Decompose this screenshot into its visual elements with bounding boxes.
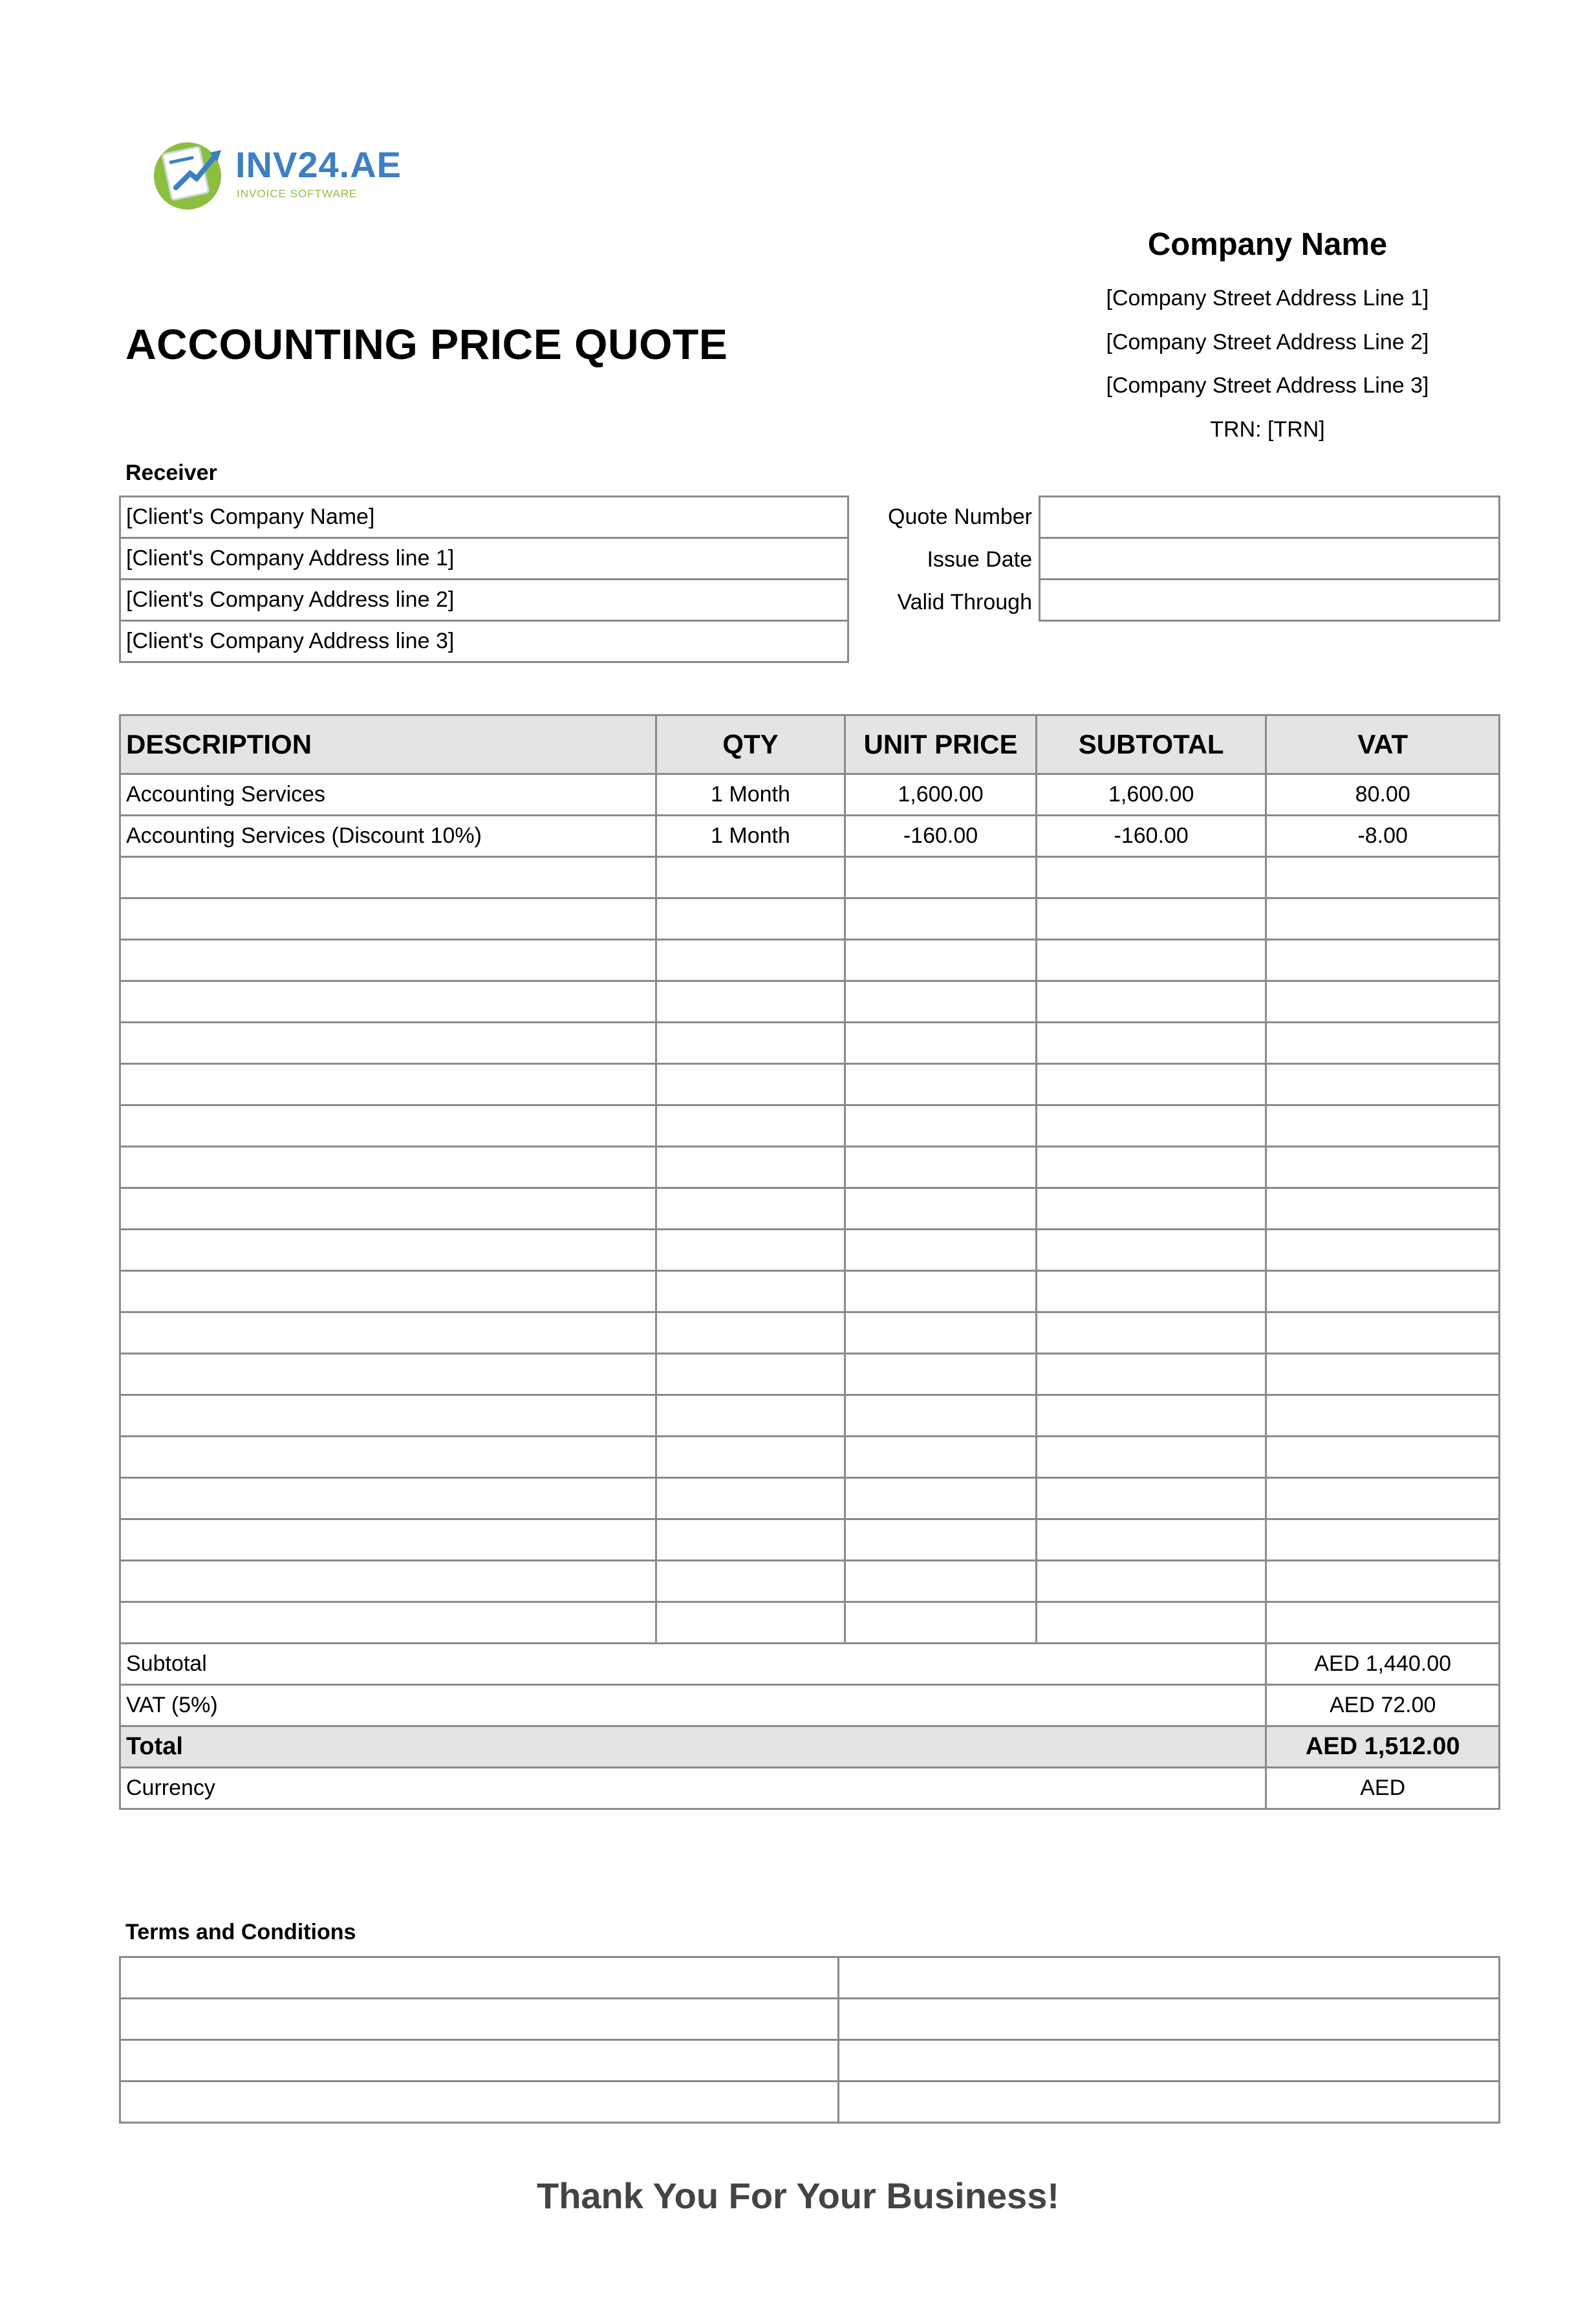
table-row-empty [120,1105,1500,1147]
terms-cell[interactable] [839,2040,1500,2081]
item-qty[interactable] [656,1105,845,1147]
table-row-empty [120,940,1500,981]
item-vat[interactable] [1266,1602,1500,1644]
company-name: Company Name [1147,227,1388,262]
item-subtotal[interactable] [1036,1395,1266,1437]
item-subtotal[interactable] [1036,1602,1266,1644]
item-unit-price[interactable] [845,1437,1037,1478]
item-description[interactable] [120,1188,656,1230]
item-vat[interactable] [1266,1188,1500,1230]
terms-row [120,1957,1500,1999]
item-qty[interactable] [656,1271,845,1312]
item-subtotal[interactable] [1036,1188,1266,1230]
item-subtotal[interactable]: 1,600.00 [1036,774,1266,816]
item-qty[interactable] [656,1395,845,1437]
item-vat[interactable] [1266,981,1500,1023]
table-row-empty [120,857,1500,898]
quote-number-field[interactable] [1040,497,1500,538]
receiver-address-line-2[interactable]: [Client's Company Address line 2] [120,580,848,621]
table-row-empty [120,1354,1500,1395]
item-qty[interactable] [656,898,845,940]
item-vat[interactable] [1266,857,1500,898]
item-vat[interactable] [1266,1478,1500,1519]
item-unit-price[interactable] [845,1519,1037,1561]
item-unit-price[interactable] [845,1478,1037,1519]
item-subtotal[interactable] [1036,1519,1266,1561]
item-subtotal[interactable] [1036,1354,1266,1395]
item-vat[interactable] [1266,1105,1500,1147]
table-row-empty [120,1023,1500,1064]
table-row-empty [120,1561,1500,1602]
total-label: Total [120,1726,1266,1768]
currency-label: Currency [120,1768,1266,1809]
item-qty[interactable] [656,1354,845,1395]
item-qty[interactable] [656,857,845,898]
item-unit-price[interactable] [845,1395,1037,1437]
item-unit-price[interactable] [845,1602,1037,1644]
subtotal-label: Subtotal [120,1644,1266,1685]
terms-cell[interactable] [839,1999,1500,2040]
table-row-empty [120,1188,1500,1230]
item-qty[interactable]: 1 Month [656,774,845,816]
item-description[interactable] [120,1230,656,1271]
table-row-empty [120,898,1500,940]
item-description[interactable]: Accounting Services [120,774,656,816]
item-unit-price[interactable] [845,1230,1037,1271]
terms-cell[interactable] [120,1999,839,2040]
item-description[interactable] [120,898,656,940]
header-unit-price: UNIT PRICE [845,715,1037,774]
item-vat[interactable] [1266,1064,1500,1105]
item-description[interactable] [120,1602,656,1644]
item-unit-price[interactable] [845,1105,1037,1147]
item-subtotal[interactable] [1036,1105,1266,1147]
item-qty[interactable] [656,1064,845,1105]
item-unit-price[interactable] [845,1023,1037,1064]
receiver-table [119,495,849,663]
total-value: AED 1,512.00 [1266,1726,1500,1768]
table-row-empty [120,1519,1500,1561]
item-vat[interactable] [1266,1354,1500,1395]
terms-table [119,1956,1500,2124]
subtotal-row [120,1644,1500,1685]
item-subtotal[interactable] [1036,1230,1266,1271]
item-qty[interactable] [656,981,845,1023]
terms-cell[interactable] [839,2081,1500,2123]
issue-date-label: Issue Date [927,547,1032,572]
table-row-empty [120,1478,1500,1519]
item-unit-price[interactable] [845,1271,1037,1312]
item-vat[interactable]: -8.00 [1266,816,1500,857]
item-subtotal[interactable] [1036,1437,1266,1478]
item-unit-price[interactable] [845,1064,1037,1105]
company-address-line-1: [Company Street Address Line 1] [1106,286,1429,310]
vat-value: AED 72.00 [1266,1685,1500,1726]
valid-through-field[interactable] [1040,580,1500,621]
item-vat[interactable] [1266,1395,1500,1437]
items-table [119,714,1500,1810]
item-unit-price[interactable] [845,857,1037,898]
table-row-empty [120,1064,1500,1105]
item-description[interactable] [120,1519,656,1561]
table-row [120,816,1500,857]
terms-label: Terms and Conditions [125,1920,356,1944]
item-vat[interactable] [1266,1230,1500,1271]
item-subtotal[interactable] [1036,1064,1266,1105]
item-qty[interactable] [656,1147,845,1188]
item-unit-price[interactable] [845,1188,1037,1230]
item-vat[interactable] [1266,1519,1500,1561]
terms-row [120,2081,1500,2123]
item-description[interactable] [120,1478,656,1519]
item-description[interactable] [120,1147,656,1188]
item-description[interactable] [120,1023,656,1064]
quote-number-label: Quote Number [888,505,1032,529]
item-unit-price[interactable]: -160.00 [845,816,1037,857]
item-vat[interactable] [1266,1561,1500,1602]
item-unit-price[interactable] [845,1147,1037,1188]
item-subtotal[interactable] [1036,1271,1266,1312]
receiver-label: Receiver [125,461,217,485]
item-subtotal[interactable] [1036,1561,1266,1602]
item-description[interactable] [120,1561,656,1602]
header-qty: QTY [656,715,845,774]
item-qty[interactable] [656,1312,845,1354]
item-subtotal[interactable] [1036,981,1266,1023]
item-qty[interactable] [656,1188,845,1230]
terms-cell[interactable] [120,2081,839,2123]
header-subtotal: SUBTOTAL [1036,715,1266,774]
item-subtotal[interactable]: -160.00 [1036,816,1266,857]
item-unit-price[interactable] [845,940,1037,981]
item-description[interactable] [120,1354,656,1395]
header-vat: VAT [1266,715,1500,774]
company-trn: TRN: [TRN] [1210,417,1325,442]
quote-info-table [1039,495,1500,622]
table-row-empty [120,1437,1500,1478]
document-title: ACCOUNTING PRICE QUOTE [125,320,728,368]
item-subtotal[interactable] [1036,898,1266,940]
item-unit-price[interactable] [845,1354,1037,1395]
item-subtotal[interactable] [1036,1478,1266,1519]
item-unit-price[interactable] [845,981,1037,1023]
table-row-empty [120,1602,1500,1644]
subtotal-value: AED 1,440.00 [1266,1644,1500,1685]
item-description[interactable] [120,981,656,1023]
item-qty[interactable] [656,1230,845,1271]
item-subtotal[interactable] [1036,940,1266,981]
table-row-empty [120,1147,1500,1188]
terms-row [120,2040,1500,2081]
item-qty[interactable] [656,1519,845,1561]
item-description[interactable] [120,1064,656,1105]
receiver-address-line-1[interactable]: [Client's Company Address line 1] [120,538,848,580]
vat-row [120,1685,1500,1726]
item-description[interactable] [120,940,656,981]
item-vat[interactable] [1266,1312,1500,1354]
terms-row [120,1999,1500,2040]
item-description[interactable] [120,1271,656,1312]
item-subtotal[interactable] [1036,1023,1266,1064]
item-unit-price[interactable]: 1,600.00 [845,774,1037,816]
terms-cell[interactable] [120,1957,839,1999]
vat-label: VAT (5%) [120,1685,1266,1726]
company-address-line-3: [Company Street Address Line 3] [1106,373,1429,398]
item-qty[interactable] [656,940,845,981]
item-qty[interactable] [656,1023,845,1064]
item-qty[interactable] [656,1602,845,1644]
header-description: DESCRIPTION [120,715,656,774]
currency-value[interactable]: AED [1266,1768,1500,1809]
valid-through-label: Valid Through [897,590,1032,614]
table-row-empty [120,1230,1500,1271]
item-description[interactable] [120,1312,656,1354]
receiver-address-line-3[interactable]: [Client's Company Address line 3] [120,621,848,662]
issue-date-field[interactable] [1040,538,1500,580]
item-description[interactable] [120,1105,656,1147]
item-vat[interactable] [1266,1023,1500,1064]
total-row [120,1726,1500,1768]
item-vat[interactable] [1266,1437,1500,1478]
item-unit-price[interactable] [845,1312,1037,1354]
item-qty[interactable]: 1 Month [656,816,845,857]
table-row-empty [120,981,1500,1023]
logo-brand-text: INV24.AE [235,144,402,185]
item-vat[interactable] [1266,1147,1500,1188]
item-qty[interactable] [656,1437,845,1478]
items-header-row [120,715,1500,774]
item-description[interactable] [120,857,656,898]
item-vat[interactable] [1266,898,1500,940]
receiver-company-name[interactable]: [Client's Company Name] [120,497,848,538]
item-qty[interactable] [656,1478,845,1519]
company-address-line-2: [Company Street Address Line 2] [1106,330,1429,354]
item-description[interactable]: Accounting Services (Discount 10%) [120,816,656,857]
item-qty[interactable] [656,1561,845,1602]
item-vat[interactable] [1266,940,1500,981]
item-subtotal[interactable] [1036,857,1266,898]
item-subtotal[interactable] [1036,1147,1266,1188]
currency-row [120,1768,1500,1809]
table-row-empty [120,1312,1500,1354]
item-vat[interactable]: 80.00 [1266,774,1500,816]
item-subtotal[interactable] [1036,1312,1266,1354]
logo-tagline: INVOICE SOFTWARE [237,188,358,200]
item-vat[interactable] [1266,1271,1500,1312]
item-description[interactable] [120,1395,656,1437]
table-row-empty [120,1395,1500,1437]
thank-you-message: Thank You For Your Business! [537,2175,1059,2216]
item-unit-price[interactable] [845,898,1037,940]
item-unit-price[interactable] [845,1561,1037,1602]
table-row [120,774,1500,816]
terms-cell[interactable] [120,2040,839,2081]
table-row-empty [120,1271,1500,1312]
item-description[interactable] [120,1437,656,1478]
terms-cell[interactable] [839,1957,1500,1999]
